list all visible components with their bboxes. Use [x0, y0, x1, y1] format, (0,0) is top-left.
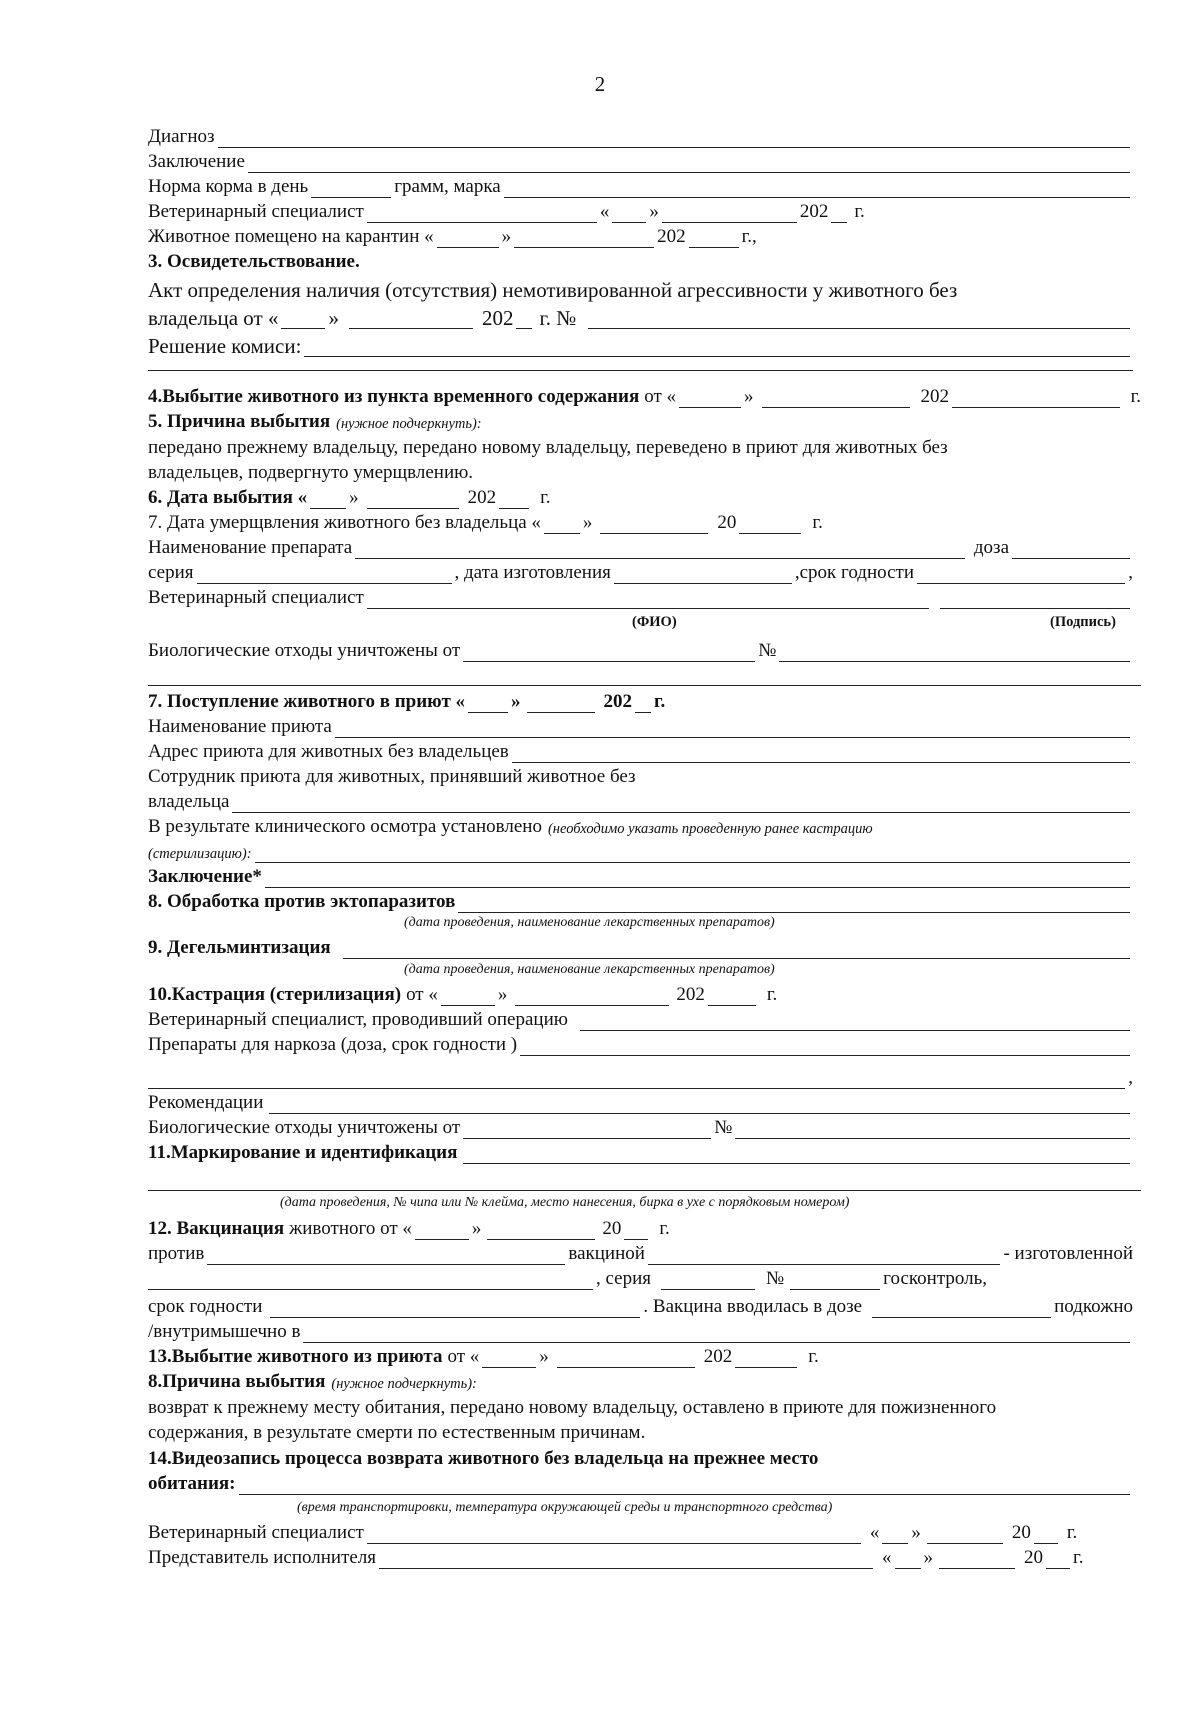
rep-day-field[interactable] — [895, 1548, 921, 1569]
vaccine-number-field[interactable] — [790, 1269, 880, 1290]
section-6-month-field[interactable] — [367, 488, 459, 509]
vet2-fio-field[interactable] — [367, 588, 929, 609]
anesthesia-row — [148, 1030, 1133, 1056]
bio-waste-row-2 — [148, 1113, 1133, 1139]
shelter-name-row — [148, 712, 1133, 738]
section-7a-title: 7. Дата умерщвления животного без владельца « — [148, 512, 541, 533]
vet-specialist-row-1 — [148, 197, 948, 223]
shelter-name-label: Наименование приюта — [148, 716, 332, 737]
exam-row-2 — [148, 837, 1133, 863]
conclusion-2-label: Заключение* — [148, 866, 262, 887]
intramuscular-field[interactable] — [303, 1322, 1130, 1343]
intramuscular-label: /внутримышечно в — [148, 1321, 301, 1342]
drug-name-field[interactable] — [355, 538, 965, 559]
section-6-year-field[interactable] — [499, 488, 529, 509]
page-number: 2 — [594, 72, 606, 96]
conclusion-row — [148, 147, 1133, 173]
employee-line-1: Сотрудник приюта для животных, принявший животное без — [148, 766, 636, 787]
surgeon-row — [148, 1005, 1133, 1031]
year-suffix: г. — [654, 691, 666, 712]
against-field[interactable] — [207, 1244, 565, 1265]
section-9-title: 9. Дегельминтизация — [148, 937, 331, 958]
comma: , — [1128, 562, 1133, 583]
number-sign: № — [766, 1268, 785, 1289]
section-5-title: 5. Причина выбытия — [148, 411, 331, 432]
year-prefix: 202 — [799, 201, 829, 222]
bio1-date-field[interactable] — [463, 641, 755, 662]
quote-close: » — [923, 1547, 934, 1568]
quarantine-row — [148, 222, 848, 248]
year-suffix: г. — [854, 201, 865, 222]
year-suffix: г. — [1073, 1547, 1084, 1568]
diagnosis-field[interactable] — [218, 127, 1130, 148]
year-suffix: г. — [766, 984, 778, 1005]
section-10-year-field[interactable] — [708, 985, 756, 1006]
section-5-options-1: передано прежнему владельцу, передано новому владельцу, переведено в приют для животных без — [148, 437, 948, 458]
year-prefix: 20 — [1024, 1547, 1044, 1568]
section-8-title: 8. Обработка против эктопаразитов — [148, 891, 456, 912]
comma: , — [1128, 1067, 1133, 1088]
section-9-field[interactable] — [343, 938, 1130, 959]
bio1-number-field[interactable] — [779, 641, 1130, 662]
quote-close: » — [511, 691, 521, 712]
vaccine-expiry-field[interactable] — [270, 1297, 640, 1318]
series-label: серия — [148, 562, 194, 583]
employee-line-2: владельца — [148, 791, 230, 812]
quote-close: » — [497, 984, 508, 1005]
act-line-2-label: владельца от « — [148, 306, 279, 330]
expiry-field[interactable] — [917, 563, 1125, 584]
year-prefix: 20 — [1011, 1522, 1031, 1543]
contractor-rep-label: Представитель исполнителя — [148, 1547, 377, 1568]
vaccine-row-1 — [148, 1239, 1133, 1265]
feed-mid-label: грамм, марка — [394, 176, 501, 197]
act-month-field[interactable] — [349, 308, 473, 329]
dose-label: доза — [973, 537, 1009, 558]
section-4-year-field[interactable] — [952, 387, 1120, 408]
section-7b-day-field[interactable] — [468, 692, 508, 713]
quote-close: » — [349, 487, 359, 508]
section-11-field[interactable] — [463, 1143, 1130, 1164]
employee-field[interactable] — [232, 792, 1130, 813]
year-prefix: 20 — [602, 1218, 622, 1239]
year-prefix: 202 — [703, 1346, 733, 1367]
quote-close: » — [539, 1346, 549, 1367]
number-sign: № — [758, 640, 777, 661]
anesthesia-row-2 — [148, 1063, 1133, 1089]
quote-open: « — [882, 1547, 892, 1568]
vet1-label: Ветеринарный специалист — [148, 201, 364, 222]
conclusion-field[interactable] — [248, 152, 1130, 173]
feed-brand-field[interactable] — [504, 177, 1130, 198]
section-10-title: 10.Кастрация (стерилизация) — [148, 984, 402, 1005]
employee-row-2 — [148, 787, 1133, 813]
year-prefix: 202 — [657, 226, 686, 247]
employee-row-1 — [148, 762, 1133, 788]
section-6-title: 6. Дата выбытия « — [148, 487, 308, 508]
quote-close: » — [911, 1522, 921, 1543]
section-13-year-field[interactable] — [735, 1347, 797, 1368]
year-suffix: г. — [1066, 1522, 1078, 1543]
vaccine-row-2 — [148, 1264, 1133, 1290]
section-12-row — [148, 1214, 748, 1240]
drug-row — [148, 533, 1133, 559]
subcutaneous-label: подкожно — [1054, 1296, 1133, 1317]
section-9-caption: (дата проведения, наименование лекарственных препаратов) — [404, 962, 775, 977]
vet3-name-field[interactable] — [367, 1523, 861, 1544]
vet2-label: Ветеринарный специалист — [148, 587, 364, 608]
surgeon-label: Ветеринарный специалист, проводивший операцию — [148, 1009, 568, 1030]
section-7b-title: 7. Поступление животного в приют « — [148, 691, 466, 712]
vet3-label: Ветеринарный специалист — [148, 1522, 364, 1543]
manufacture-date-label: , дата изготовления — [454, 562, 611, 583]
section-12-title: 12. Вакцинация — [148, 1218, 285, 1239]
section-3-row — [148, 247, 1133, 273]
quarantine-label: Животное помещено на карантин « — [148, 226, 434, 247]
exam-line-2: (стерилизацию): — [148, 846, 252, 862]
section-11-caption: (дата проведения, № чипа или № клейма, место нанесения, бирка в ухе с порядковым номером) — [280, 1195, 850, 1210]
section-4-day-field[interactable] — [679, 387, 741, 408]
section-7b-month-field[interactable] — [527, 692, 595, 713]
exam-note: (необходимо указать проведенную ранее кастрацию — [547, 821, 873, 837]
number-sign: № — [714, 1117, 733, 1138]
recommendations-row — [148, 1088, 1133, 1114]
feed-grams-field[interactable] — [311, 177, 391, 198]
from-label: от « — [406, 984, 438, 1005]
year-prefix: 202 — [481, 306, 514, 330]
section-12-from-label: животного от « — [289, 1218, 412, 1239]
section-13-row — [148, 1342, 918, 1368]
quarantine-year-field[interactable] — [689, 227, 739, 248]
section-8b-options-2: содержания, в результате смерти по естественным причинам. — [148, 1422, 646, 1443]
decision-field[interactable] — [304, 336, 1130, 357]
bio1-label: Биологические отходы уничтожены от — [148, 640, 461, 661]
series-field[interactable] — [197, 563, 452, 584]
expiry-label: ,срок годности — [794, 562, 915, 583]
diagnosis-row — [148, 122, 1133, 148]
act-day-field[interactable] — [281, 308, 325, 329]
vet1-year-field[interactable] — [831, 202, 847, 223]
year-suffix: г. — [659, 1218, 670, 1239]
feed-label: Норма корма в день — [148, 176, 309, 197]
section-7b-row — [148, 687, 768, 713]
from-label: от « — [644, 386, 677, 407]
anesthesia-field-2[interactable] — [148, 1068, 1125, 1089]
manufactured-label: - изготовленной — [1003, 1243, 1133, 1264]
recommendations-label: Рекомендации — [148, 1092, 264, 1113]
section-14-title-2: обитания: — [148, 1473, 236, 1494]
year-prefix: 202 — [603, 691, 633, 712]
year-suffix: г. — [808, 1346, 819, 1367]
section-8b-line-1 — [148, 1393, 1133, 1419]
section-5-note: (нужное подчеркнуть): — [336, 416, 482, 432]
section-11-continuation-line[interactable] — [148, 1190, 1141, 1191]
section-11-row — [148, 1138, 1133, 1164]
signature-caption: (Подпись) — [1050, 614, 1116, 630]
quote-open: « — [599, 201, 610, 222]
section-6-row — [148, 483, 598, 509]
quote-close: » — [649, 201, 659, 222]
vaccine-expiry-label: срок годности — [148, 1296, 263, 1317]
vaccine-row-4 — [148, 1317, 1133, 1343]
bio2-date-field[interactable] — [463, 1118, 711, 1139]
bio2-number-field[interactable] — [735, 1118, 1130, 1139]
quarantine-day-field[interactable] — [437, 227, 499, 248]
section-12-year-field[interactable] — [624, 1219, 648, 1240]
section-11-title: 11.Маркирование и идентификация — [148, 1142, 458, 1163]
section-7a-row — [148, 508, 898, 534]
fio-caption: (ФИО) — [632, 614, 677, 630]
quote-close: » — [582, 512, 593, 533]
vet2-signature-field[interactable] — [940, 588, 1130, 609]
shelter-address-field[interactable] — [512, 742, 1130, 763]
section-4-month-field[interactable] — [762, 387, 910, 408]
bio2-label: Биологические отходы уничтожены от — [148, 1117, 461, 1138]
quote-close: » — [501, 226, 512, 247]
conclusion-2-field[interactable] — [265, 867, 1130, 888]
quote-open: « — [869, 1522, 880, 1543]
year-suffix: г., — [741, 226, 757, 247]
exam-line-1: В результате клинического осмотра установлено — [148, 816, 542, 837]
section-7a-year-field[interactable] — [739, 513, 801, 534]
quote-close: » — [744, 386, 754, 407]
section-14-title-1: 14.Видеозапись процесса возврата животного без владельца на прежнее место — [148, 1448, 819, 1469]
bio-waste-row-1 — [148, 636, 1133, 662]
surgeon-field[interactable] — [580, 1010, 1130, 1031]
section-12-day-field[interactable] — [415, 1219, 469, 1240]
conclusion-2-row — [148, 862, 1133, 888]
manufacture-date-field[interactable] — [614, 563, 792, 584]
quote-close: » — [471, 1218, 482, 1239]
vet-specialist-row-3 — [148, 1518, 1133, 1544]
recommendations-field[interactable] — [269, 1093, 1130, 1114]
year-prefix: 202 — [467, 487, 497, 508]
drug-label: Наименование препарата — [148, 537, 353, 558]
decision-label: Решение комиси: — [148, 334, 302, 358]
section-8-field[interactable] — [458, 892, 1130, 913]
exam-field[interactable] — [255, 842, 1130, 863]
rep-year-field[interactable] — [1046, 1548, 1070, 1569]
rep-month-field[interactable] — [939, 1548, 1015, 1569]
contractor-rep-row — [148, 1543, 1133, 1569]
section-7a-month-field[interactable] — [600, 513, 708, 534]
shelter-name-field[interactable] — [335, 717, 1130, 738]
anesthesia-label: Препараты для наркоза (доза, срок годности ) — [148, 1034, 518, 1055]
section-4-row — [148, 382, 1141, 408]
section-8-row — [148, 887, 1133, 913]
section-4-title: 4.Выбытие животного из пункта временного содержания — [148, 386, 640, 407]
vaccine-label: вакциной — [568, 1243, 645, 1264]
section-8b-line-2 — [148, 1418, 1133, 1444]
act-row-1 — [148, 275, 1133, 301]
vaccine-series-field[interactable] — [661, 1269, 755, 1290]
anesthesia-field[interactable] — [520, 1035, 1130, 1056]
against-label: против — [148, 1243, 205, 1264]
quote-close: » — [328, 306, 339, 330]
section-14-row-1 — [148, 1444, 1133, 1470]
vaccine-dose-field[interactable] — [872, 1297, 1051, 1318]
year-number-label: г. № — [539, 306, 577, 330]
year-prefix: 202 — [676, 984, 705, 1005]
section-5-row — [148, 407, 1133, 433]
section-5-line-2 — [148, 458, 1133, 484]
year-suffix: г. — [1130, 386, 1141, 407]
section-5-line-1 — [148, 433, 1133, 459]
conclusion-label: Заключение — [148, 151, 245, 172]
shelter-address-label: Адрес приюта для животных без владельцев — [148, 741, 509, 762]
vet1-day-field[interactable] — [612, 202, 646, 223]
series-label-2: , серия — [596, 1268, 652, 1289]
year-prefix: 20 — [717, 512, 737, 533]
section-10-row — [148, 980, 868, 1006]
section-9-row — [148, 933, 1133, 959]
act-row-2 — [148, 303, 1133, 329]
divider-line — [148, 685, 1141, 686]
diagnosis-label: Диагноз — [148, 126, 215, 147]
vaccine-row-3 — [148, 1292, 1133, 1318]
section-6-day-field[interactable] — [310, 488, 346, 509]
section-10-month-field[interactable] — [515, 985, 669, 1006]
shelter-address-row — [148, 737, 1133, 763]
act-year-field[interactable] — [516, 308, 532, 329]
exam-row-1 — [148, 812, 1133, 838]
series-row — [148, 558, 1133, 584]
section-14-field[interactable] — [239, 1474, 1130, 1495]
vet-specialist-row-2 — [148, 583, 1133, 609]
drug-dose-field[interactable] — [1012, 538, 1130, 559]
vet3-year-field[interactable] — [1034, 1523, 1058, 1544]
section-12-month-field[interactable] — [487, 1219, 595, 1240]
state-control-label: госконтроль, — [883, 1268, 987, 1289]
section-8-caption: (дата проведения, наименование лекарственных препаратов) — [404, 915, 775, 930]
contractor-rep-field[interactable] — [379, 1548, 873, 1569]
year-prefix: 202 — [920, 386, 950, 407]
section-7b-year-field[interactable] — [635, 692, 651, 713]
year-suffix: г. — [812, 512, 823, 533]
quarantine-month-field[interactable] — [514, 227, 654, 248]
vet1-name-field[interactable] — [367, 202, 597, 223]
act-line-1: Акт определения наличия (отсутствия) немотивированной агрессивности у животного без — [148, 278, 958, 302]
vaccine-dose-label: . Вакцина вводилась в дозе — [643, 1296, 863, 1317]
section-8b-row — [148, 1367, 1133, 1393]
vaccine-field[interactable] — [648, 1244, 1001, 1265]
section-13-day-field[interactable] — [482, 1347, 536, 1368]
vet3-month-field[interactable] — [927, 1523, 1003, 1544]
decision-row — [148, 331, 1133, 357]
section-10-day-field[interactable] — [441, 985, 495, 1006]
vet3-day-field[interactable] — [882, 1523, 908, 1544]
from-label: от « — [447, 1346, 480, 1367]
section-13-title: 13.Выбытие животного из приюта — [148, 1346, 443, 1367]
section-13-month-field[interactable] — [557, 1347, 695, 1368]
section-14-row-2 — [148, 1469, 1133, 1495]
manufacturer-field[interactable] — [148, 1269, 593, 1290]
year-suffix: г. — [540, 487, 551, 508]
section-7a-day-field[interactable] — [544, 513, 580, 534]
section-8b-options-1: возврат к прежнему месту обитания, передано новому владельцу, оставлено в приюте для пожизненного — [148, 1397, 997, 1418]
decision-continuation-line[interactable] — [148, 370, 1133, 371]
section-5-options-2: владельцев, подвергнуто умерщвлению. — [148, 462, 474, 483]
section-8b-title: 8.Причина выбытия — [148, 1371, 326, 1392]
section-8b-note: (нужное подчеркнуть): — [331, 1376, 477, 1392]
act-number-field[interactable] — [588, 308, 1130, 329]
section-3-title: 3. Освидетельствование. — [148, 251, 360, 272]
feed-row — [148, 172, 1133, 198]
vet1-month-field[interactable] — [662, 202, 797, 223]
section-14-caption: (время транспортировки, температура окружающей среды и транспортного средства) — [297, 1500, 833, 1515]
